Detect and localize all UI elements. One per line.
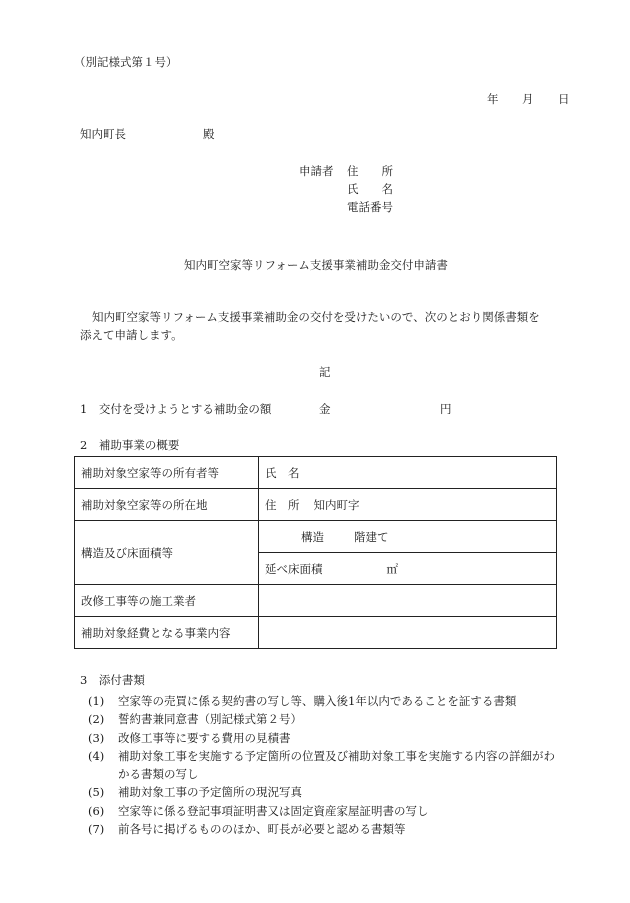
floor-area-cell (259, 553, 557, 585)
table-row (75, 489, 557, 521)
structure-label-a: 構造 (301, 529, 324, 544)
body-text-line-1: 知内町空家等リフォーム支援事業補助金の交付を受けたいので、次のとおり関係書類を (92, 310, 540, 324)
list-item (74, 783, 564, 801)
list-item-number: (5) (88, 785, 105, 800)
list-item-text: 前各号に掲げるもののほか、町長が必要と認める書類等 (118, 822, 406, 837)
addressee-name: 知内町長 (80, 127, 126, 141)
addressee-honorific: 殿 (203, 127, 215, 141)
date-year: 年 (487, 92, 499, 106)
owner-label: 補助対象空家等の所有者等 (75, 457, 259, 489)
list-item (74, 820, 564, 838)
location-label: 補助対象空家等の所在地 (75, 489, 259, 521)
attachments-list (74, 692, 564, 838)
list-item-number: (7) (88, 822, 105, 837)
structure-label: 構造及び床面積等 (75, 521, 259, 585)
contractor-cell (259, 585, 557, 617)
form-reference: （別記様式第１号） (74, 55, 178, 69)
floor-area-unit: ㎡ (386, 561, 398, 576)
structure-stories: 階建て (354, 529, 389, 544)
structure-cell (259, 521, 557, 553)
list-item (74, 692, 564, 710)
list-item-number: (3) (88, 730, 105, 745)
list-item-text: 誓約書兼同意書（別記様式第２号） (118, 712, 302, 727)
item-3-heading: 3 添付書類 (80, 673, 145, 687)
owner-cell (259, 457, 557, 489)
list-item-text: 改修工事等に要する費用の見積書 (118, 730, 291, 745)
project-overview-table (74, 456, 557, 649)
item-1-kin: 金 (319, 402, 331, 416)
ki-heading: 記 (319, 365, 331, 379)
list-item-number: (2) (88, 712, 105, 727)
list-item-number: (4) (88, 748, 105, 763)
body-text-line-2: 添えて申請します。 (80, 328, 183, 342)
list-item (74, 802, 564, 820)
list-item (74, 710, 564, 728)
list-item-text: 空家等に係る登記事項証明書又は固定資産家屋証明書の写し (118, 803, 429, 818)
location-prefix: 住 所 (265, 497, 300, 512)
floor-area-label: 延べ床面積 (265, 561, 323, 576)
applicant-phone-label: 電話番号 (347, 200, 393, 214)
list-item-number: (6) (88, 803, 105, 818)
table-row (75, 521, 557, 553)
project-content-cell (259, 617, 557, 649)
applicant-address-label: 住 所 (347, 164, 393, 178)
applicant-name-label: 氏 名 (347, 182, 393, 196)
date-month: 月 (522, 92, 534, 106)
list-item-text: 補助対象工事の予定箇所の現況写真 (118, 785, 302, 800)
list-item (74, 747, 564, 784)
table-row (75, 585, 557, 617)
contractor-label: 改修工事等の施工業者 (75, 585, 259, 617)
list-item (74, 729, 564, 747)
list-item-text: 空家等の売買に係る契約書の写し等、購入後1年以内であることを証する書類 (118, 694, 517, 708)
location-value: 知内町字 (313, 497, 360, 512)
list-item-text: 補助対象工事を実施する予定箇所の位置及び補助対象工事を実施する内容の詳細がわかる書類の写し (118, 748, 555, 782)
document-title: 知内町空家等リフォーム支援事業補助金交付申請書 (184, 258, 448, 272)
list-item-number: (1) (88, 694, 105, 708)
location-cell (259, 489, 557, 521)
project-content-label: 補助対象経費となる事業内容 (75, 617, 259, 649)
applicant-label: 申請者 (299, 164, 334, 178)
item-1-label: 1 交付を受けようとする補助金の額 (80, 402, 272, 416)
item-1-yen: 円 (440, 402, 452, 416)
owner-name-label: 氏 名 (265, 465, 300, 480)
table-row (75, 457, 557, 489)
item-2-heading: 2 補助事業の概要 (80, 438, 180, 452)
table-row (75, 617, 557, 649)
date-day: 日 (558, 92, 570, 106)
